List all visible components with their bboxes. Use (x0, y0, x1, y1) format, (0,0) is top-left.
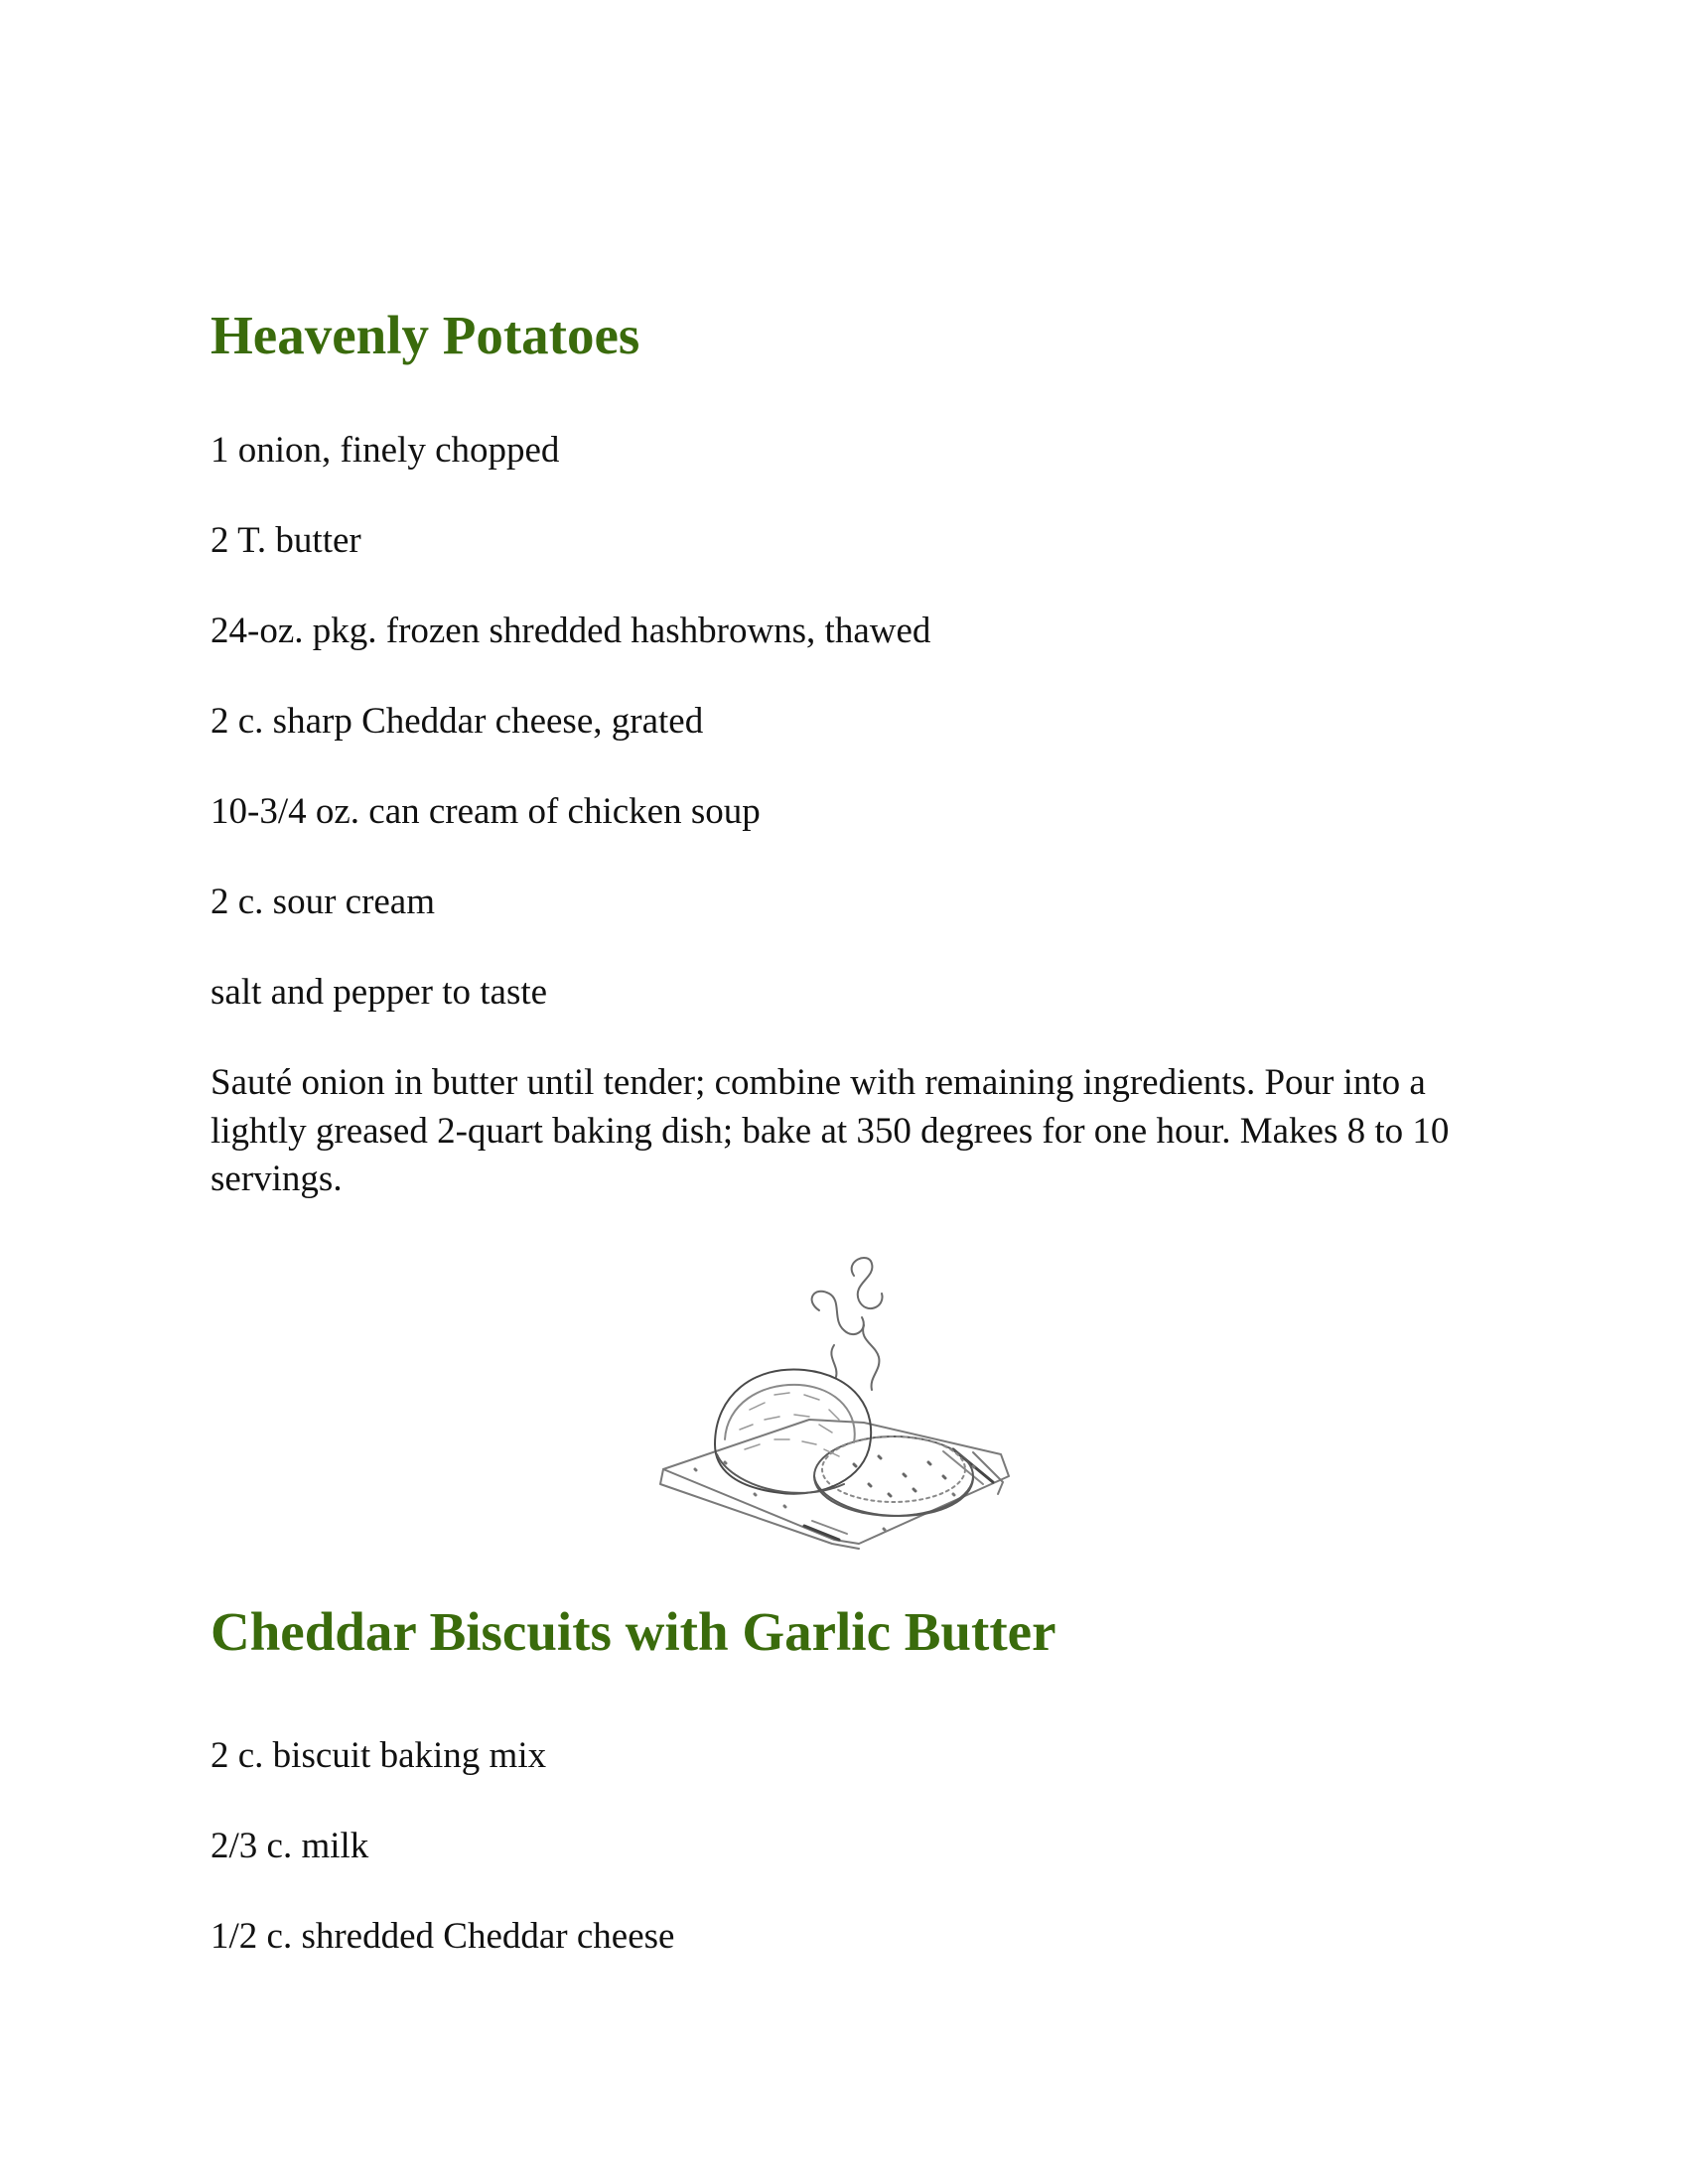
ingredient-line: 10-3/4 oz. can cream of chicken soup (211, 791, 761, 832)
recipe-title: Cheddar Biscuits with Garlic Butter (211, 1601, 1056, 1662)
ingredient-line: 2 c. sharp Cheddar cheese, grated (211, 701, 704, 742)
ingredient-line: 2 c. sour cream (211, 882, 436, 922)
recipe-title: Heavenly Potatoes (211, 305, 640, 365)
ingredient-line: 1/2 c. shredded Cheddar cheese (211, 1916, 675, 1957)
ingredient-line: 2 T. butter (211, 520, 361, 561)
ingredient-line: 2/3 c. milk (211, 1826, 369, 1866)
recipe-directions: Sauté onion in butter until tender; combine with remaining ingredients. Pour into a lightly greased 2-quart baking dish; bake at 350 degrees for one hour. Makes 8 to 10 servings. (211, 1062, 1450, 1199)
biscuits-on-napkin-icon (655, 1246, 1028, 1554)
ingredient-line: 1 onion, finely chopped (211, 430, 560, 471)
ingredient-line: 24-oz. pkg. frozen shredded hashbrowns, thawed (211, 611, 931, 651)
ingredient-line: salt and pepper to taste (211, 972, 548, 1013)
ingredient-line: 2 c. biscuit baking mix (211, 1735, 547, 1776)
